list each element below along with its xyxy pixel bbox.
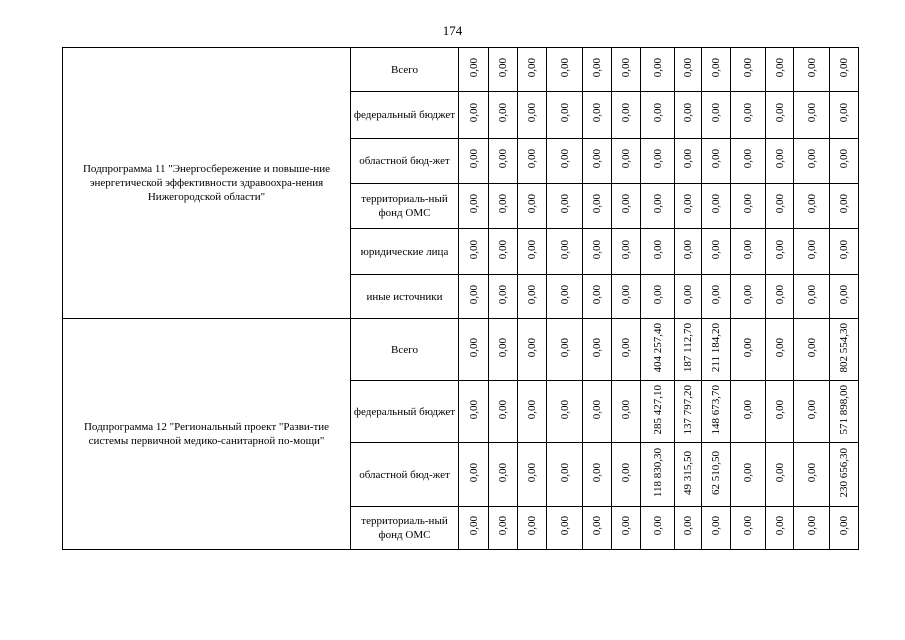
funding-source: областной бюд-жет [351, 139, 459, 184]
value-text: 0,00 [742, 57, 754, 78]
value-text: 0,00 [838, 194, 850, 214]
value-text: 0,00 [620, 103, 632, 123]
value-cell [794, 507, 830, 550]
value-cell [675, 229, 702, 275]
value-cell [459, 381, 489, 443]
value-text: 0,00 [526, 337, 538, 358]
value-text: 0,00 [838, 149, 850, 169]
value-text: 0,00 [742, 194, 754, 214]
value-text: 0,00 [467, 239, 480, 260]
value-cell [702, 381, 731, 443]
value-text: 0,00 [773, 194, 786, 214]
value-text: 0,00 [805, 337, 818, 358]
program-title: Подпрограмма 11 "Энергосбережение и повыше-ние энергетической эффективности здравоохра-нения Нижегородской области" [63, 48, 351, 319]
value-text: 211 184,20 [710, 322, 722, 373]
value-cell [830, 229, 859, 275]
value-cell [612, 48, 641, 92]
value-cell [641, 507, 675, 550]
value-text: 571 898,00 [838, 384, 850, 435]
value-cell [518, 275, 547, 319]
value-text: 0,00 [773, 462, 786, 483]
value-text: 0,00 [710, 57, 722, 78]
value-cell [731, 319, 766, 381]
value-text: 0,00 [620, 337, 632, 358]
table-row [63, 319, 859, 381]
value-text: 0,00 [651, 194, 664, 214]
budget-table [62, 47, 859, 550]
value-text: 0,00 [773, 57, 786, 78]
value-cell [547, 92, 583, 139]
value-cell [641, 381, 675, 443]
value-cell [489, 92, 518, 139]
value-cell [766, 229, 794, 275]
value-text: 802 554,30 [838, 322, 850, 373]
value-text: 0,00 [497, 149, 509, 169]
value-cell [731, 275, 766, 319]
value-cell [702, 443, 731, 507]
value-cell [794, 319, 830, 381]
value-text: 0,00 [805, 194, 818, 214]
value-text: 0,00 [497, 399, 509, 420]
value-cell [547, 229, 583, 275]
funding-source: территориаль-ный фонд ОМС [351, 507, 459, 550]
value-text: 0,00 [682, 194, 694, 214]
value-text: 0,00 [591, 284, 603, 305]
value-cell [518, 443, 547, 507]
value-cell [731, 48, 766, 92]
value-text: 0,00 [710, 239, 722, 260]
value-text: 0,00 [497, 462, 509, 483]
value-cell [583, 229, 612, 275]
value-text: 0,00 [591, 149, 603, 169]
value-cell [583, 139, 612, 184]
value-text: 0,00 [682, 284, 694, 305]
value-text: 0,00 [620, 57, 632, 78]
value-cell [766, 92, 794, 139]
value-text: 0,00 [591, 103, 603, 123]
value-cell [583, 507, 612, 550]
value-cell [675, 184, 702, 229]
value-text: 49 315,50 [682, 450, 694, 495]
funding-source: Всего [351, 48, 459, 92]
value-text: 0,00 [620, 516, 632, 536]
value-text: 0,00 [805, 462, 818, 483]
value-text: 0,00 [467, 462, 480, 483]
value-text: 118 830,30 [651, 447, 664, 498]
value-text: 0,00 [651, 103, 664, 123]
value-cell [766, 184, 794, 229]
value-cell [766, 381, 794, 443]
value-cell [766, 48, 794, 92]
value-cell [766, 443, 794, 507]
value-cell [641, 184, 675, 229]
value-cell [583, 381, 612, 443]
value-cell [489, 184, 518, 229]
value-cell [675, 381, 702, 443]
value-text: 0,00 [526, 149, 538, 169]
value-cell [489, 229, 518, 275]
value-text: 0,00 [742, 149, 754, 169]
value-text: 62 510,50 [710, 450, 722, 495]
value-text: 0,00 [558, 399, 571, 420]
value-cell [583, 184, 612, 229]
value-cell [731, 92, 766, 139]
value-text: 0,00 [526, 239, 538, 260]
value-cell [766, 275, 794, 319]
value-text: 0,00 [558, 337, 571, 358]
value-cell [583, 48, 612, 92]
value-text: 0,00 [682, 57, 694, 78]
value-cell [612, 139, 641, 184]
value-text: 0,00 [742, 284, 754, 305]
value-cell [583, 92, 612, 139]
value-text: 0,00 [805, 57, 818, 78]
value-cell [459, 275, 489, 319]
value-text: 0,00 [620, 194, 632, 214]
value-cell [612, 507, 641, 550]
value-text: 0,00 [558, 149, 571, 169]
value-cell [612, 184, 641, 229]
value-cell [518, 319, 547, 381]
value-text: 0,00 [805, 399, 818, 420]
value-cell [731, 507, 766, 550]
value-cell [794, 48, 830, 92]
value-cell [459, 319, 489, 381]
value-text: 0,00 [710, 103, 722, 123]
value-cell [547, 184, 583, 229]
value-cell [830, 319, 859, 381]
value-text: 0,00 [742, 462, 754, 483]
value-text: 0,00 [682, 516, 694, 536]
value-cell [830, 48, 859, 92]
value-cell [794, 229, 830, 275]
value-text: 0,00 [467, 284, 480, 305]
value-cell [731, 381, 766, 443]
value-text: 0,00 [620, 239, 632, 260]
value-cell [459, 139, 489, 184]
value-cell [583, 319, 612, 381]
value-cell [766, 139, 794, 184]
value-cell [489, 48, 518, 92]
value-text: 0,00 [526, 462, 538, 483]
value-cell [641, 443, 675, 507]
value-text: 0,00 [591, 399, 603, 420]
value-cell [547, 381, 583, 443]
value-text: 0,00 [526, 57, 538, 78]
value-text: 0,00 [497, 194, 509, 214]
value-text: 0,00 [591, 239, 603, 260]
value-text: 0,00 [591, 462, 603, 483]
funding-source: областной бюд-жет [351, 443, 459, 507]
funding-source: Всего [351, 319, 459, 381]
value-cell [489, 319, 518, 381]
value-text: 0,00 [526, 284, 538, 305]
value-cell [702, 229, 731, 275]
value-text: 0,00 [591, 516, 603, 536]
value-cell [518, 139, 547, 184]
value-cell [794, 184, 830, 229]
value-text: 0,00 [773, 239, 786, 260]
funding-source: юридические лица [351, 229, 459, 275]
value-cell [518, 184, 547, 229]
value-cell [702, 184, 731, 229]
value-cell [702, 275, 731, 319]
value-text: 0,00 [651, 239, 664, 260]
value-text: 0,00 [838, 284, 850, 305]
page-number: 174 [442, 23, 463, 38]
value-text: 0,00 [682, 103, 694, 123]
value-cell [489, 507, 518, 550]
program-title: Подпрограмма 12 "Региональный проект "Разви-тие системы первичной медико-санитарной по-мощи" [63, 319, 351, 550]
value-text: 0,00 [620, 284, 632, 305]
value-cell [702, 92, 731, 139]
value-text: 0,00 [651, 149, 664, 169]
value-cell [547, 319, 583, 381]
value-cell [675, 275, 702, 319]
value-text: 0,00 [805, 239, 818, 260]
value-cell [675, 443, 702, 507]
value-cell [702, 507, 731, 550]
value-text: 0,00 [467, 516, 480, 536]
value-cell [547, 139, 583, 184]
funding-source: федеральный бюджет [351, 92, 459, 139]
value-cell [675, 139, 702, 184]
value-text: 0,00 [620, 399, 632, 420]
value-text: 0,00 [497, 103, 509, 123]
value-text: 0,00 [467, 399, 480, 420]
value-cell [641, 275, 675, 319]
value-cell [489, 381, 518, 443]
value-cell [459, 92, 489, 139]
value-cell [794, 275, 830, 319]
value-text: 0,00 [742, 399, 754, 420]
value-cell [612, 275, 641, 319]
value-cell [518, 229, 547, 275]
value-text: 0,00 [805, 149, 818, 169]
value-text: 0,00 [773, 399, 786, 420]
value-text: 0,00 [742, 337, 754, 358]
value-cell [794, 92, 830, 139]
value-text: 0,00 [773, 337, 786, 358]
value-text: 0,00 [682, 149, 694, 169]
value-text: 0,00 [526, 103, 538, 123]
value-text: 0,00 [805, 516, 818, 536]
value-text: 0,00 [773, 516, 786, 536]
value-cell [547, 275, 583, 319]
funding-source: территориаль-ный фонд ОМС [351, 184, 459, 229]
value-text: 0,00 [467, 194, 480, 214]
value-cell [612, 229, 641, 275]
value-text: 0,00 [838, 57, 850, 78]
table-body [63, 48, 859, 550]
value-cell [675, 48, 702, 92]
value-cell [702, 319, 731, 381]
value-cell [641, 229, 675, 275]
value-text: 0,00 [620, 149, 632, 169]
value-cell [459, 507, 489, 550]
value-text: 0,00 [620, 462, 632, 483]
value-text: 0,00 [467, 103, 480, 123]
value-cell [583, 443, 612, 507]
value-text: 0,00 [526, 399, 538, 420]
value-text: 0,00 [591, 194, 603, 214]
value-cell [583, 275, 612, 319]
value-cell [459, 48, 489, 92]
value-cell [612, 443, 641, 507]
value-text: 0,00 [558, 103, 571, 123]
value-cell [794, 381, 830, 443]
value-text: 230 656,30 [838, 447, 850, 498]
value-cell [459, 229, 489, 275]
value-cell [702, 139, 731, 184]
value-text: 0,00 [742, 516, 754, 536]
value-text: 0,00 [558, 284, 571, 305]
value-cell [766, 507, 794, 550]
value-cell [830, 381, 859, 443]
value-text: 0,00 [497, 337, 509, 358]
value-text: 0,00 [742, 103, 754, 123]
value-cell [830, 507, 859, 550]
value-text: 0,00 [710, 284, 722, 305]
value-text: 0,00 [805, 103, 818, 123]
value-cell [518, 381, 547, 443]
value-text: 0,00 [838, 516, 850, 536]
table-row [63, 48, 859, 92]
value-text: 0,00 [558, 239, 571, 260]
value-text: 0,00 [710, 149, 722, 169]
value-cell [489, 139, 518, 184]
value-cell [731, 184, 766, 229]
value-cell [794, 139, 830, 184]
value-text: 0,00 [651, 516, 664, 536]
value-cell [830, 139, 859, 184]
value-cell [731, 139, 766, 184]
value-text: 0,00 [838, 103, 850, 123]
value-text: 0,00 [497, 57, 509, 78]
value-text: 0,00 [526, 194, 538, 214]
value-text: 0,00 [710, 516, 722, 536]
value-text: 0,00 [497, 284, 509, 305]
value-text: 0,00 [773, 103, 786, 123]
value-cell [489, 275, 518, 319]
value-cell [731, 443, 766, 507]
value-cell [489, 443, 518, 507]
value-cell [518, 92, 547, 139]
value-text: 285 427,10 [651, 384, 664, 435]
value-text: 0,00 [558, 57, 571, 78]
value-cell [830, 184, 859, 229]
value-text: 0,00 [467, 149, 480, 169]
value-cell [702, 48, 731, 92]
value-text: 187 112,70 [682, 322, 694, 373]
funding-source: федеральный бюджет [351, 381, 459, 443]
value-cell [641, 92, 675, 139]
value-text: 0,00 [591, 337, 603, 358]
value-text: 0,00 [558, 462, 571, 483]
value-text: 0,00 [773, 149, 786, 169]
value-text: 0,00 [467, 337, 480, 358]
value-cell [830, 92, 859, 139]
value-text: 0,00 [467, 57, 480, 78]
value-text: 148 673,70 [710, 384, 722, 435]
value-text: 0,00 [558, 194, 571, 214]
value-text: 0,00 [742, 239, 754, 260]
value-cell [641, 48, 675, 92]
value-cell [675, 507, 702, 550]
value-text: 0,00 [773, 284, 786, 305]
value-cell [641, 139, 675, 184]
value-cell [547, 507, 583, 550]
value-cell [459, 443, 489, 507]
funding-source: иные источники [351, 275, 459, 319]
value-text: 0,00 [497, 239, 509, 260]
value-cell [766, 319, 794, 381]
value-text: 0,00 [710, 194, 722, 214]
value-cell [731, 229, 766, 275]
value-text: 137 797,20 [682, 384, 694, 435]
value-cell [612, 381, 641, 443]
value-cell [612, 92, 641, 139]
value-text: 404 257,40 [651, 322, 664, 373]
value-cell [675, 92, 702, 139]
value-text: 0,00 [682, 239, 694, 260]
value-text: 0,00 [651, 284, 664, 305]
value-cell [518, 48, 547, 92]
value-cell [612, 319, 641, 381]
value-cell [794, 443, 830, 507]
value-text: 0,00 [651, 57, 664, 78]
value-text: 0,00 [497, 516, 509, 536]
value-cell [830, 443, 859, 507]
value-cell [547, 443, 583, 507]
value-cell [830, 275, 859, 319]
value-cell [641, 319, 675, 381]
value-text: 0,00 [805, 284, 818, 305]
value-text: 0,00 [591, 57, 603, 78]
value-cell [675, 319, 702, 381]
value-text: 0,00 [838, 239, 850, 260]
value-text: 0,00 [558, 516, 571, 536]
value-text: 0,00 [526, 516, 538, 536]
value-cell [547, 48, 583, 92]
value-cell [459, 184, 489, 229]
value-cell [518, 507, 547, 550]
